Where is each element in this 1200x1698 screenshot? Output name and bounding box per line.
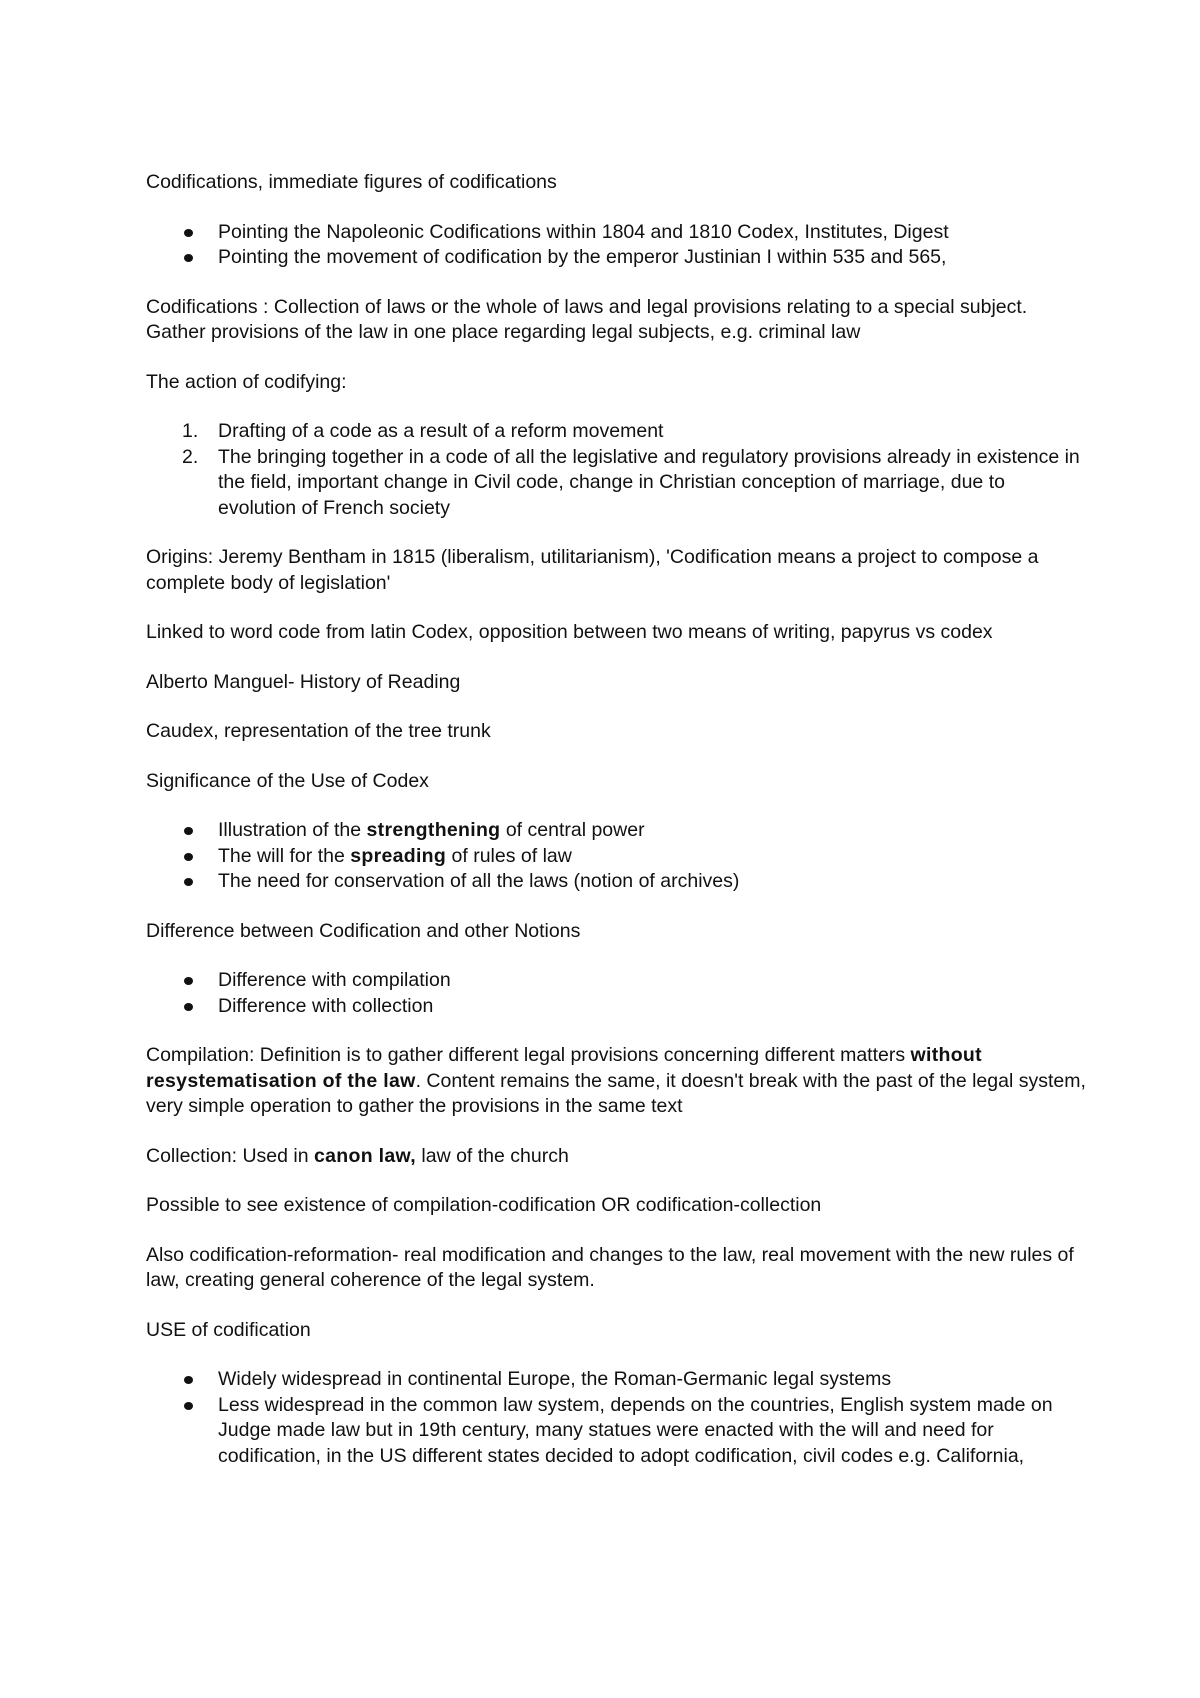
bullet-list-figures (146, 220, 1086, 271)
bold-term: strengthening (366, 819, 501, 841)
paragraph-significance: Significance of the Use of Codex (146, 769, 429, 792)
list-item: Difference with compilation (146, 968, 1086, 994)
paragraph-collection (146, 1144, 1086, 1170)
list-item: Pointing the Napoleonic Codifications within 1804 and 1810 Codex, Institutes, Digest (146, 220, 1086, 246)
paragraph-possible: Possible to see existence of compilation-codification OR codification-collection (146, 1194, 822, 1216)
list-item-text: The bringing together in a code of all the legislative and regulatory provisions already in existence in the field, important change in Civil code, change in Christian conception of marriage, due to evolution of French society (218, 445, 1080, 519)
list-item (146, 844, 1086, 870)
bold-term: spreading (350, 844, 447, 867)
paragraph-action: The action of codifying: (146, 370, 347, 393)
paragraph-codifications: Codifications : Collection of laws or the whole of laws and legal provisions relating to a special subject. Gather provisions of the law in one place regarding legal subjects, e.g. criminal law (146, 295, 1028, 343)
text-segment: Compilation: Definition is to gather different legal provisions concerning different matters (146, 1044, 911, 1066)
numbered-list-action (146, 419, 1086, 521)
text-segment: . Content remains the same, it doesn't break with the past of the legal system, very simple operation to gather the provisions in the same text (146, 1069, 1086, 1117)
bold-term: canon law, (314, 1144, 416, 1167)
list-item (146, 445, 1086, 522)
heading: Codifications, immediate figures of codifications (146, 171, 557, 193)
bullet-list-difference (146, 968, 1086, 1019)
paragraph-use: USE of codification (146, 1318, 311, 1341)
list-number: 2. (182, 445, 199, 468)
text-segment: The will for the (218, 844, 351, 867)
bold-term: without resystematisation of the law (146, 1044, 982, 1092)
list-item: Difference with collection (146, 994, 1086, 1020)
bullet-list-use (146, 1367, 1086, 1469)
bullet-list-significance (146, 818, 1086, 895)
text-segment: Illustration of the (218, 819, 367, 841)
text-segment: of central power (500, 819, 645, 841)
text-segment: Collection: Used in (146, 1144, 314, 1167)
document-page (146, 170, 1086, 1493)
list-item: Widely widespread in continental Europe, the Roman-Germanic legal systems (146, 1367, 1086, 1393)
list-item (146, 419, 1086, 445)
paragraph-linked: Linked to word code from latin Codex, opposition between two means of writing, papyrus vs codex (146, 621, 993, 643)
text-segment: The need for conservation of all the laws (notion of archives) (218, 870, 740, 892)
list-item: Less widespread in the common law system, depends on the countries, English system made on Judge made law but in 19th century, many statues were enacted with the will and need for codification, in the US different states decided to adopt codification, civil codes e.g. California, (146, 1393, 1086, 1470)
paragraph-difference: Difference between Codification and other Notions (146, 919, 581, 942)
text-segment: law of the church (415, 1144, 569, 1167)
paragraph-origins: Origins: Jeremy Bentham in 1815 (liberalism, utilitarianism), 'Codification means a project to compose a complete body of legislation' (146, 546, 1039, 594)
list-item (146, 818, 1086, 844)
list-item: Pointing the movement of codification by the emperor Justinian I within 535 and 565, (146, 245, 1086, 271)
text-segment: of rules of law (446, 844, 572, 867)
list-item (146, 869, 1086, 895)
list-number: 1. (182, 420, 199, 442)
paragraph-alberto: Alberto Manguel- History of Reading (146, 670, 461, 693)
paragraph-also: Also codification-reformation- real modification and changes to the law, real movement with the new rules of law, creating general coherence of the legal system. (146, 1243, 1074, 1291)
list-item-text: Drafting of a code as a result of a reform movement (218, 420, 664, 442)
paragraph-caudex: Caudex, representation of the tree trunk (146, 720, 491, 742)
paragraph-compilation (146, 1043, 1086, 1120)
